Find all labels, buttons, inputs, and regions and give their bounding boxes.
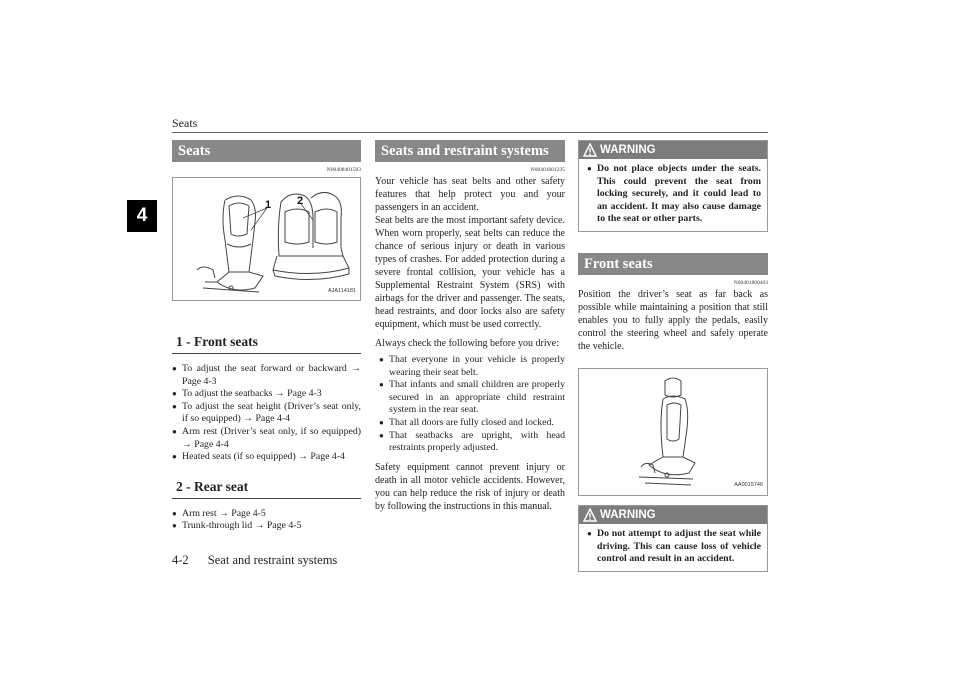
paragraph: Your vehicle has seat belts and other safety features that help protect you and your passengers in an accident. <box>375 176 565 213</box>
section-banner-front-seats: Front seats <box>578 253 768 275</box>
running-header: Seats <box>172 116 198 130</box>
column-1 <box>172 140 361 533</box>
section-code: N00408401593 <box>326 167 361 173</box>
warning-icon <box>583 508 597 522</box>
figure-code: AJA114181 <box>327 288 356 294</box>
list-item: ● That seatbacks are upright, with head restraints properly adjusted. <box>379 430 565 455</box>
warning-header <box>579 506 767 524</box>
list-item: ● Arm rest (Driver’s seat only, if so equipped) → Page 4-4 <box>172 426 361 451</box>
section-code: N00401800403 <box>733 279 768 286</box>
section-banner-restraint: Seats and restraint systems <box>375 140 565 162</box>
footer-section-title: Seat and restraint systems <box>207 553 338 567</box>
column-2 <box>375 140 565 513</box>
figure-label-2: 2 <box>297 195 304 207</box>
list-item: ● That all doors are fully closed and locked. <box>379 417 565 430</box>
warning-icon <box>583 143 597 157</box>
page-footer <box>172 553 337 568</box>
paragraph: Safety equipment cannot prevent injury or death in all motor vehicle accidents. However, you can help reduce the risk of injury or death by following the instructions in this manual. <box>375 461 565 512</box>
list-item: ● That everyone in your vehicle is properly wearing their seat belt. <box>379 354 565 379</box>
warning-label: WARNING <box>600 144 656 156</box>
warning-header <box>579 141 767 159</box>
list-item: ● Trunk-through lid → Page 4-5 <box>172 520 361 533</box>
page-number: 4-2 <box>172 553 189 567</box>
paragraph: Always check the following before you drive: <box>375 338 559 349</box>
figure-code: AA0015746 <box>734 481 763 488</box>
subheading-rear-seat: 2 - Rear seat <box>172 479 361 499</box>
list-item: ● Arm rest → Page 4-5 <box>172 508 361 521</box>
section-banner-seats: Seats <box>172 140 361 162</box>
list-item: ● To adjust the seatbacks → Page 4-3 <box>172 388 361 401</box>
warning-list <box>587 528 761 566</box>
driver-seat-illustration <box>579 369 767 495</box>
front-seats-list <box>172 363 361 464</box>
list-item: ● Do not attempt to adjust the seat while driving. This can cause loss of vehicle control and result in an accident. <box>587 528 761 566</box>
checklist <box>375 354 565 455</box>
section-code: N00401601235 <box>530 167 565 173</box>
warning-list <box>587 163 761 226</box>
list-item: ● Heated seats (if so equipped) → Page 4-4 <box>172 451 361 464</box>
list-item: ● That infants and small children are properly secured in an appropriate child restraint system in the rear seat. <box>379 379 565 417</box>
chapter-tab: 4 <box>127 200 157 232</box>
figure-label-1: 1 <box>265 199 272 211</box>
warning-label: WARNING <box>600 508 656 521</box>
rear-seat-list <box>172 508 361 533</box>
warning-box <box>578 140 768 232</box>
header-rule <box>172 132 768 133</box>
driver-seat-figure <box>578 368 768 496</box>
paragraph: Position the driver’s seat as far back as possible while maintaining a position that still enables you to fully apply the pedals, easily control the steering wheel and safely operate the vehicle. <box>578 288 768 352</box>
seats-illustration <box>173 178 360 300</box>
column-3 <box>578 140 768 572</box>
warning-box <box>578 505 768 572</box>
paragraph: Seat belts are the most important safety device. When worn properly, seat belts can reduce the chance of serious injury or death in various types of crashes. For added protection during a severe frontal collision, your vehicle has a Supplemental Restraint System (SRS) with airbags for the driver and passenger. The seats, head restraints, and door locks also are safety equipment, which must be used correctly. <box>375 215 565 330</box>
list-item: ● To adjust the seat forward or backward → Page 4-3 <box>172 363 361 388</box>
list-item: ● To adjust the seat height (Driver’s seat only, if so equipped) → Page 4-4 <box>172 401 361 426</box>
subheading-front-seats: 1 - Front seats <box>172 334 361 354</box>
seats-figure <box>172 177 361 301</box>
list-item: ● Do not place objects under the seats. This could prevent the seat from locking securely, and it could lead to an accident. It may also cause damage to the seat or other parts. <box>587 163 761 226</box>
